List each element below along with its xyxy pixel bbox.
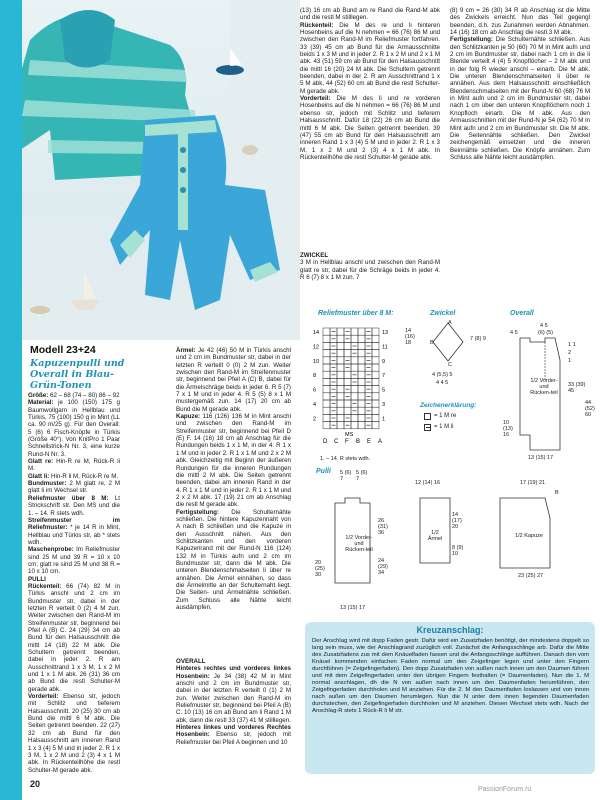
- paragraph-heading: Größe:: [28, 392, 49, 399]
- paragraph: [300, 7, 440, 22]
- paragraph-heading: Vorderteil:: [300, 95, 331, 103]
- relief-cell: [358, 407, 365, 414]
- relief-note: 1. – 14. R stets wdh.: [320, 456, 371, 462]
- column-2b: [176, 658, 291, 746]
- relief-cell: [337, 400, 344, 407]
- relief-cell: [358, 422, 365, 429]
- paragraph-heading: Hinteres rechtes und vorderes linkes Hosenbein:: [176, 665, 291, 680]
- zwickel-title: Zwickel: [430, 310, 456, 317]
- paragraph-text: Ebenso str, jedoch mit Reliefmuster bei Pfeil A beginnen und 10: [176, 731, 291, 746]
- overall-measure-7: 33 (39) 45: [568, 382, 586, 394]
- relief-arrow-label: E: [367, 438, 372, 445]
- pulli-measure-3: 20 (25) 30: [315, 560, 325, 578]
- relief-cell: [358, 357, 365, 364]
- watermark: PassionForum.ru: [478, 786, 532, 793]
- zwickel-label-a: A: [448, 320, 452, 326]
- relief-row-label: 4: [313, 402, 317, 408]
- relief-cell: [337, 350, 344, 357]
- paragraph-text: (13) 16 cm ab Bund am re Rand die Rand-M abk und die restl M stilllegen.: [300, 7, 440, 22]
- paragraph: [450, 36, 590, 161]
- relief-cell: [372, 386, 379, 393]
- relief-cell: [358, 414, 365, 421]
- relief-cell: [372, 357, 379, 364]
- legend-purl: = 1 M li: [434, 424, 454, 430]
- relief-cell: [358, 386, 365, 393]
- relief-cell: [323, 357, 330, 364]
- kreuzanschlag-box: [305, 622, 595, 774]
- legend-purl-box: [424, 424, 431, 431]
- pulli-measure-5: 24 (29) 34: [378, 558, 388, 576]
- relief-row-label: 1: [382, 416, 386, 423]
- column-1: [28, 392, 120, 774]
- relief-cell: [337, 357, 344, 364]
- overall-measure-3: 4 5: [510, 330, 518, 336]
- paragraph-heading: Glatt re:: [28, 458, 54, 466]
- kreuzanschlag-text: Der Anschlag wird mit dopp Faden gestr. Dafür wird ein Zusatzfaden benötigt, der mindestens doppelt so lang sein muss, wie der Anschlagrand zuzüglich voll. Zunächst die Anfangsschlinge arb. Dafür die Mitte des Zusatzfadens zus mit dem Knäuelfaden fassen und die Anfangsschlinge aufführen. Danach den vom Knäuel kommenden einfachen Faden normal um den Zeigefinger legen und unter den Fingern durchführen (= Zeigefingerfaden). Den dopp Zusatzfaden von außen nach innen um den Daumen führen und mit dem Zeigefingerfaden unter den übrigen Fingern festhalten (= Daumenfaden). Nun die 1. M normal anschlagen, dh die N von außen nach innen um den Daumenfaden herumführen, den Zeigefingerfaden durchholen und M anziehen. Für die 2. M den Daumenfaden loslassen und von innen nach außen um den Daumen herumlegen. Nun die N unter dem innen liegenden Daumenfaden durchstechen, den Zeigefingerfaden durchholen und M anziehen. Diesen Wechsel stets wdh. Nach der Anschlag-R stets 1 Rück-R li M str.: [312, 638, 589, 714]
- overall-measure-2: (6) (5): [538, 330, 553, 336]
- relief-row-label: 14: [313, 330, 320, 336]
- relief-cell: [323, 364, 330, 371]
- paragraph-heading: Reliefmuster über 8 M:: [28, 494, 109, 502]
- paragraph-text: Die M des re und li hinteren Hosenbeins auf die N nehmen = 66 (76) 86 M und zwischen den Rand-M im Reliefmuster fortfahren. 33 (39) 45 cm ab Bund für die Armausschnitte beids 1 x 3 M und in jeder 2. R 1 x 2 M und 2 x 1 M abk. 43 (51) 59 cm ab Bund für den Halsausschnitt die mittl 16 (20) 24 M abk. Die Schultern getrennt beenden, dabei in der 2. R am Ausschnittrand 1 x 5 M abk, 44 (52) 60 cm ab Bund die restl Schulter-M gerade abk.: [300, 21, 440, 95]
- paragraph: [28, 546, 120, 575]
- relief-cell: [358, 328, 365, 335]
- relief-cell: [337, 393, 344, 400]
- paragraph: [176, 665, 291, 724]
- relief-title: Reliefmuster über 8 M:: [318, 310, 394, 317]
- relief-cell: [358, 378, 365, 385]
- legend-title: Zeichenerklärung:: [420, 402, 477, 409]
- arm-measure-3: 8 (9) 10: [452, 545, 464, 557]
- paragraph-text: 2 M glatt re, 2 M glatt li im Wechsel str.: [28, 480, 120, 495]
- overall-measure-1: 4 5: [540, 323, 548, 329]
- kapuze-measure-2: 23 (25) 27: [518, 573, 544, 579]
- paragraph-heading: ZWICKEL: [300, 252, 329, 259]
- relief-cell: [344, 400, 351, 407]
- overall-measure-5: 2: [568, 350, 572, 356]
- side-stripe: [0, 0, 22, 800]
- paragraph-heading: PULLI: [28, 575, 46, 583]
- paragraph-text: Ebenso str, jedoch mit Schlitz und tieferem Halsausschnitt. 20 (25) 30 cm ab Bund die mittl 6 M abk. Die Seiten getrennt beenden. 22 (27) 32 cm ab Bund für den Halsausschnitt am inneren Rand 1 x 3 (4) 5 M und in jeder 2. R 1 x 3 M, 1 x 2 M und 2 (3) 4 x 1 M abk. In Rückenteilhöhe die restl Schulter-M gerade abk.: [28, 693, 120, 774]
- relief-cell: [323, 342, 330, 349]
- relief-cell: [358, 400, 365, 407]
- paragraph: [176, 509, 291, 612]
- pulli-title: Pulli: [316, 468, 331, 475]
- zwickel-measure-4: 4 4 5: [436, 380, 449, 386]
- relief-cell: [372, 400, 379, 407]
- paragraph: [300, 22, 440, 95]
- paragraph-text: Die Schulternähte schließen. Die hintere Kapuzennaht von A nach B schließen und die Kapuze in den Ausschnitt nähen. Aus den Schlitzkanten und den vorderen Kapuzenrand mit der Rund-N 116 (124) 132 M in Türkis aufn und 2 cm im Bundmuster str, dann die M abk. Die unteren Blendenschmalseiten li über re annähen. Die Ärmel einnähen, so dass die Ärmelmitte an der Schulternaht liegt. Die Seiten- und Ärmelnähte schließen. Zum Schluss alle Nähte leicht ausdämpfen.: [176, 508, 291, 612]
- relief-cell: [358, 350, 365, 357]
- arm-measure-2: 14 (17) 20: [452, 512, 462, 530]
- relief-row-label: 9: [382, 358, 386, 365]
- overall-measure-6: 1: [568, 358, 572, 364]
- overall-measure-9: 13 (15) 17: [528, 455, 554, 461]
- zwickel-label-b: B: [430, 340, 434, 346]
- paragraph-text: 116 (126) 136 M in Mint anschl und zwischen den Rand-M im Streifenmuster str, beginnend bei Pfeil D (E) F. 14 (16) 18 cm ab Anschlag für die Rundungen beids 1 x 1 M, in der 4. R 1 x 1 M und in jeder 2. R 1 x 1 M und 2 x 2 M abk. Gleichzeitig mit Beginn der äußeren Rundungen für die inneren Rundungen die mittl 2 M abk. Die Seiten getrennt beenden, dabei am inneren Rand in der 4. R 1 x 1 M und in jeder 2. R 1 x 1 M und 2 x 2 M abk. 17 (19) 21 cm ab Anschlag die restl M gerade abk.: [176, 413, 291, 509]
- paragraph: [28, 480, 120, 495]
- paragraph-heading: Fertigstellung:: [450, 36, 493, 44]
- relief-cell: [372, 422, 379, 429]
- relief-cell: [344, 407, 351, 414]
- relief-cell: [337, 371, 344, 378]
- kapuze-inner: 1/2 Kapuze: [515, 533, 543, 539]
- pulli-measure-4: 26 (31) 36: [378, 518, 388, 536]
- relief-cell: [358, 342, 365, 349]
- paragraph: [450, 7, 590, 36]
- paragraph-text: 3 M in Hellblau anschl und zwischen den Rand-M glatt re str, dabei für die Schräge beids in jeder 4. R 6 (7) 8 x 1 M zun. 7: [300, 259, 440, 282]
- relief-cell: [323, 400, 330, 407]
- paragraph-heading: Vorderteil:: [28, 693, 59, 701]
- relief-cell: [372, 335, 379, 342]
- relief-cell: [372, 364, 379, 371]
- relief-cell: [337, 335, 344, 342]
- relief-cell: [358, 393, 365, 400]
- overall-measure-4: 1 1: [568, 342, 576, 348]
- paragraph-heading: Fertigstellung:: [176, 508, 219, 516]
- relief-cell: [351, 364, 358, 371]
- relief-arrow-label: F: [345, 438, 349, 445]
- relief-cell: [351, 328, 358, 335]
- paragraph: [28, 576, 120, 583]
- relief-cell: [372, 371, 379, 378]
- paragraph-heading: Rückenteil:: [28, 582, 62, 590]
- paragraph-heading: Bundmuster:: [28, 480, 67, 488]
- pulli-measure-2: 5 (6) 7: [356, 470, 368, 482]
- relief-row-label: 7: [382, 373, 386, 380]
- relief-cell: [337, 386, 344, 393]
- relief-cell: [351, 414, 358, 421]
- paragraph-text: * je 14 R in Mint, Hellblau und Türkis str, ab * stets wdh.: [28, 524, 120, 546]
- paragraph-text: Hin-R li M, Rück-R re M.: [49, 472, 119, 480]
- relief-cell: [372, 414, 379, 421]
- relief-row-label: 12: [313, 344, 320, 351]
- pulli-measure-6: 13 (15) 17: [340, 605, 366, 611]
- paragraph-text: 66 (74) 82 M in Türkis anschl und 2 cm im Bundmuster str, dabei in der letzten R verteilt 0 (2) 4 M zun. Weiter zwischen den Rand-M im Streifenmuster str, beginnend bei Pfeil A (B) C. 24 (29) 34 cm ab Bund für den Halsausschnitt die mittl 14 (18) 22 M abk. Die Schultern getrennt beenden, dabei in jeder 2. R am Ausschnittrand 1 x 3 M, 1 x 2 M und 1 x 1 M abk. 26 (31) 36 cm ab Bund die restl Schulter-M gerade abk.: [28, 582, 120, 693]
- relief-cell: [372, 393, 379, 400]
- paragraph: [300, 259, 440, 281]
- paragraph: [28, 473, 120, 480]
- relief-cell: [344, 371, 351, 378]
- paragraph: [28, 517, 120, 546]
- relief-cell: [351, 335, 358, 342]
- relief-cell: [351, 357, 358, 364]
- relief-cell: [323, 378, 330, 385]
- relief-cell: [323, 350, 330, 357]
- relief-ms-label: MS: [345, 431, 354, 438]
- photo-illustration: [0, 0, 300, 340]
- relief-cell: [337, 414, 344, 421]
- paragraph-heading: Streifenmuster im Reliefmuster:: [28, 516, 120, 532]
- relief-row-label: 13: [382, 330, 389, 336]
- paragraph-text: Die M des li und re vorderen Hosenbeins auf die N nehmen = 66 (76) 86 M und ebenso str, jedoch mit Schlitz und tieferem Halsausschnitt. Dafür 18 (22) 26 cm ab Bund die mittl 6 M abk. Die Seiten getrennt beenden. 39 (47) 55 cm ab Bund für den Halsausschnitt am inneren Rand 1 x 3 (4) 5 M und in jeder 2. R 1 x 3 M, 1 x 2 M und 2 (3) 4 x 1 M abk. In Rückenteilhöhe die restl Schulter-M gerade abk.: [300, 95, 440, 161]
- paragraph-heading: OVERALL: [176, 658, 206, 665]
- paragraph-heading: Material:: [28, 399, 54, 407]
- relief-cell: [344, 378, 351, 385]
- relief-cell: [358, 371, 365, 378]
- overall-inner: 1/2 Vorder- und Rücken-teil: [530, 378, 558, 396]
- kapuze-label-b: B: [555, 490, 559, 496]
- paragraph: [28, 399, 120, 458]
- relief-cell: [337, 342, 344, 349]
- paragraph-text: 62 – 68 (74 – 80) 86 – 92: [48, 392, 120, 399]
- paragraph-heading: Ärmel:: [176, 347, 196, 354]
- paragraph: [300, 252, 440, 259]
- paragraph-heading: Kapuze:: [176, 413, 201, 421]
- paragraph: [176, 724, 291, 746]
- legend-knit: = 1 M re: [434, 413, 457, 419]
- relief-cell: [344, 342, 351, 349]
- column-4: [450, 7, 590, 161]
- column-3b: [300, 252, 440, 281]
- relief-cell: [337, 407, 344, 414]
- paragraph-text: Die Schulternähte schließen. Aus den Schlitzkanten je 50 (60) 70 M in Mint aufn und 2 cm im Bundmuster str, dabei nach 1 cm in die li Blende verteilt 4 (4) 5 Knopflöcher – 2 M abk und in der folg R wieder anschl – einarb. Die M abk. Die unteren Blendenschmalseiten li über re annähen. Aus dem Halsausschnitt einschließlich Blendenschmalseiten mit der Rund-N 60 (68) 76 M in Mint aufn und 2 cm im Bundmuster str, dabei nach 1 cm über den unteren Knopflöchern noch 1 Knopfloch einarb. Die M abk. Aus den Armausschnitten mit der Rund-N je 54 (62) 70 M in Mint aufn und 2 cm im Bundmuster str. Die M abk. Die Seitennähte schließen. Den Zwickel zeichengemäß einsetzen und die inneren Beinnähte schließen. Die Knöpfe annähen. Zum Schluss alle Nähte leicht ausdämpfen.: [450, 36, 590, 161]
- relief-cell: [323, 407, 330, 414]
- model-subtitle: Kapuzenpulli und Overall in Blau-Grün-Tonen: [30, 358, 125, 391]
- paragraph-text: je 100 (150) 175 g Baumwollgarn in Hellblau und Türkis, 75 (100) 150 g in Mint (LL ca. 90 m/25 g). Für den Overall: 5 (6) 6 Fisch-Knöpfe in Türkis (Größe 40°). Von KnitPro 1 Paar Schnellstrick-N Nr. 3, eine kurze Rund-N Nr. 3.: [28, 399, 120, 458]
- relief-cell: [337, 328, 344, 335]
- relief-cell: [323, 335, 330, 342]
- kreuzanschlag-title: Kreuzanschlag:: [416, 625, 484, 635]
- relief-cell: [323, 393, 330, 400]
- column-3: [300, 7, 440, 161]
- paragraph: [176, 413, 291, 508]
- relief-row-label: 11: [382, 344, 388, 351]
- paragraph-text: Je 42 (46) 50 M in Türkis anschl und 2 cm im Bundmuster str, dabei in der letzten R verteilt 0 (0) 2 M zun. Weiter zwischen den Rand-M im Streifenmuster str, beginnend bei Pfeil A (C) B, dabei für die Ärmelschräge beids in jeder 6. R 5 (7) 7 x 1 M und in jeder 4. R 5 (5) 8 x 1 M mustergemäß zun. 14 (17) 20 cm ab Bund die M gerade abk.: [176, 347, 291, 413]
- relief-cell: [323, 328, 330, 335]
- paragraph-heading: Hinteres linkes und vorderes Rechtes Hosenbein:: [176, 724, 291, 739]
- paragraph-text: Lt Strickschrift str. Den MS und die 1. – 14. R stets wdh.: [28, 494, 120, 517]
- relief-cell: [323, 371, 330, 378]
- relief-row-label: 10: [313, 358, 320, 365]
- relief-cell: [351, 422, 358, 429]
- relief-cell: [358, 335, 365, 342]
- overall-measure-8: 10 (13) 16: [503, 420, 513, 438]
- paragraph-text: Je 34 (38) 42 M in Mint anschl und 2 cm im Bundmuster str, dabei in der letzten R verteilt 0 (1) 2 M zun. Weiter zwischen den Rand-M im Reliefmuster str, beginnend bei Pfeil A (B) C. 10 (13) 16 cm ab Bund am li Rand 1 M abk, dann die restl 33 (37) 41 M stilllegen.: [176, 672, 291, 724]
- pulli-inner: 1/2 Vorder- und Rücken-teil: [345, 535, 373, 553]
- overall-title: Overall: [510, 310, 534, 317]
- relief-chart: [313, 322, 393, 452]
- paragraph: [176, 347, 291, 413]
- zwickel-label-c: C: [448, 362, 452, 368]
- relief-cell: [337, 378, 344, 385]
- paragraph-heading: Maschenprobe:: [28, 546, 74, 554]
- zwickel-measure-1: 7 (8) 9: [470, 336, 486, 342]
- zwickel-measure-2: 14 (16) 18: [405, 328, 415, 346]
- paragraph: [28, 458, 120, 473]
- relief-cell: [372, 350, 379, 357]
- zwickel-measure-3: 4 (5,5) 5: [432, 372, 453, 378]
- paragraph-text: (8) 9 cm = 26 (30) 34 R ab Anschlag ist die Mitte des Zwickels erreicht. Nun das Teil gegengl beenden, d.h. zus Zunahmen werden Abnahmen. 14 (16) 18 cm ab Anschlag die restl 3 M abk.: [450, 7, 590, 37]
- relief-row-label: 6: [313, 387, 317, 394]
- relief-cell: [323, 422, 330, 429]
- relief-cell: [372, 407, 379, 414]
- paragraph: [28, 693, 120, 774]
- paragraph: [28, 392, 120, 399]
- photo: [0, 0, 300, 340]
- paragraph: [28, 495, 120, 517]
- relief-cell: [372, 342, 379, 349]
- relief-arrow-label: C: [334, 438, 339, 445]
- relief-row-label: 2: [313, 416, 317, 423]
- relief-cell: [337, 364, 344, 371]
- relief-cell: [323, 414, 330, 421]
- arm-inner: 1/2 Ärmel: [427, 530, 443, 542]
- legend-knit-box: [424, 413, 431, 420]
- paragraph: [300, 95, 440, 161]
- pulli-measure-1: 5 (6) 7: [340, 470, 352, 482]
- relief-cell: [323, 386, 330, 393]
- column-2: [176, 347, 291, 611]
- model-title: Modell 23+24: [30, 344, 96, 356]
- arm-measure-1: 12 (14) 16: [415, 480, 441, 486]
- relief-cell: [351, 386, 358, 393]
- overall-measure-10: 44 (52) 60: [585, 400, 595, 418]
- relief-cell: [351, 393, 358, 400]
- paragraph-text: Hin-R re M, Rück-R li M.: [28, 458, 120, 473]
- relief-cell: [337, 422, 344, 429]
- relief-row-label: 8: [313, 373, 317, 380]
- relief-row-label: 5: [382, 387, 386, 394]
- relief-arrow-label: B: [356, 438, 361, 445]
- relief-cell: [344, 350, 351, 357]
- relief-cell: [358, 364, 365, 371]
- paragraph-heading: Rückenteil:: [300, 21, 334, 29]
- kapuze-measure-1: 17 (19) 21: [520, 480, 546, 486]
- paragraph-heading: Glatt li:: [28, 472, 50, 480]
- paragraph: [176, 658, 291, 665]
- relief-arrow-label: D: [323, 438, 328, 445]
- relief-arrow-label: A: [378, 438, 383, 445]
- paragraph-text: Im Reliefmuster sind 25 M und 39 R = 10 x 10 cm; glatt re sind 25 M und 38 R = 10 x 10 cm.: [28, 546, 120, 576]
- paragraph: [28, 583, 120, 693]
- relief-row-label: 3: [382, 402, 386, 408]
- page-number: 20: [30, 779, 41, 789]
- relief-cell: [372, 378, 379, 385]
- relief-cell: [372, 328, 379, 335]
